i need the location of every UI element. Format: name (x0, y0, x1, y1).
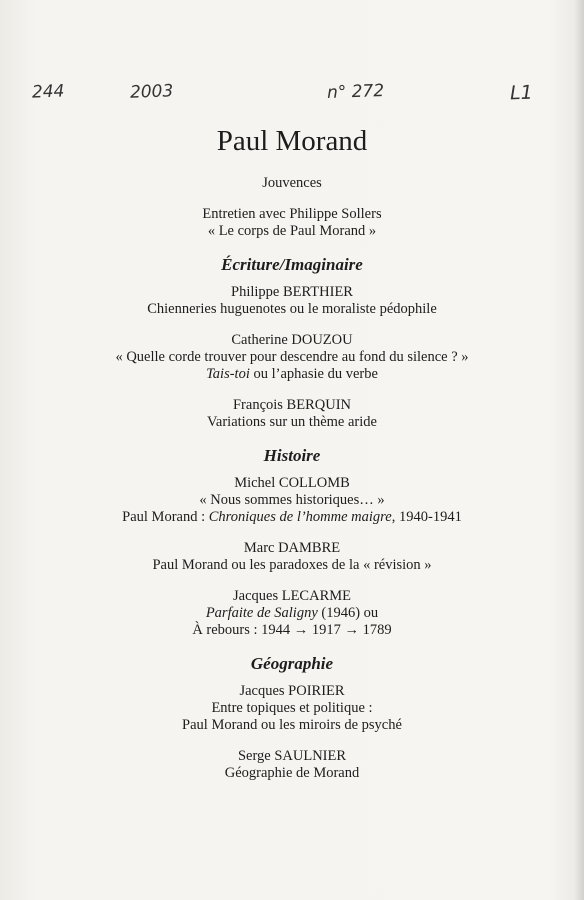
entry-author: Jacques LECARME (233, 588, 351, 604)
entry-line: Entretien avec Philippe Sollers (202, 206, 382, 222)
entry-title: Chienneries huguenotes ou le moraliste pédophile (147, 301, 437, 317)
entry-author: Catherine DOUZOU (231, 332, 353, 348)
entry-title: Paul Morand ou les miroirs de psyché (182, 717, 402, 733)
entry-author: Jacques POIRIER (239, 683, 345, 699)
entry-title-post: , 1940-1941 (391, 509, 462, 525)
toc-entry-entretien (40, 206, 544, 240)
section-heading-ecriture: Écriture/Imaginaire (221, 255, 363, 274)
entry-title: « Quelle corde trouver pour descendre au fond du silence ? » (115, 349, 469, 365)
toc-entry-lecarme (40, 588, 544, 639)
table-of-contents (40, 121, 544, 796)
entry-title-rest: (1946) ou (317, 605, 379, 621)
toc-entry-collomb (40, 475, 544, 526)
handwritten-note: 244 (31, 81, 65, 103)
entry-title: « Nous sommes historiques… » (199, 492, 385, 508)
spine-shadow (574, 0, 584, 900)
section-heading-geographie: Géographie (250, 654, 334, 673)
entry-title-line1 (40, 605, 544, 622)
entry-title-line2 (40, 509, 544, 526)
entry-title: Variations sur un thème aride (207, 414, 377, 430)
entry-title: Jouvences (262, 175, 322, 191)
toc-entry-poirier (40, 683, 544, 734)
entry-title-italic: Parfaite de Saligny (205, 605, 318, 621)
toc-entry-saulnier (40, 748, 544, 782)
handwritten-note: 2003 (129, 81, 174, 103)
entry-author: Philippe BERTHIER (231, 284, 353, 300)
entry-title-italic: Tais-toi (206, 366, 250, 382)
toc-entry-dambre (40, 540, 544, 574)
entry-title: Entre topiques et politique : (211, 700, 373, 716)
handwritten-note: n° 272 (326, 81, 385, 103)
entry-title-pre: Paul Morand : (122, 509, 209, 525)
section-heading-histoire: Histoire (263, 446, 321, 465)
entry-title-line2 (40, 366, 544, 383)
entry-author: Michel COLLOMB (234, 475, 350, 491)
entry-title: Géographie de Morand (224, 765, 360, 781)
page-title: Paul Morand (216, 125, 368, 157)
entry-author: François BERQUIN (232, 397, 351, 413)
toc-entry-jouvences (40, 175, 544, 192)
entry-title-rest: ou l’aphasie du verbe (249, 366, 378, 382)
entry-author: Marc DAMBRE (243, 540, 341, 556)
entry-title-italic: Chroniques de l’homme maigre (208, 509, 392, 525)
handwritten-note: L1 (509, 81, 534, 105)
toc-entry-douzou (40, 332, 544, 383)
entry-title: À rebours : 1944 → 1917 → 1789 (192, 622, 392, 638)
entry-author: Serge SAULNIER (237, 748, 347, 764)
entry-title: Paul Morand ou les paradoxes de la « révision » (152, 557, 432, 573)
toc-entry-berquin (40, 397, 544, 431)
entry-line: « Le corps de Paul Morand » (207, 223, 377, 239)
toc-entry-berthier (40, 284, 544, 318)
